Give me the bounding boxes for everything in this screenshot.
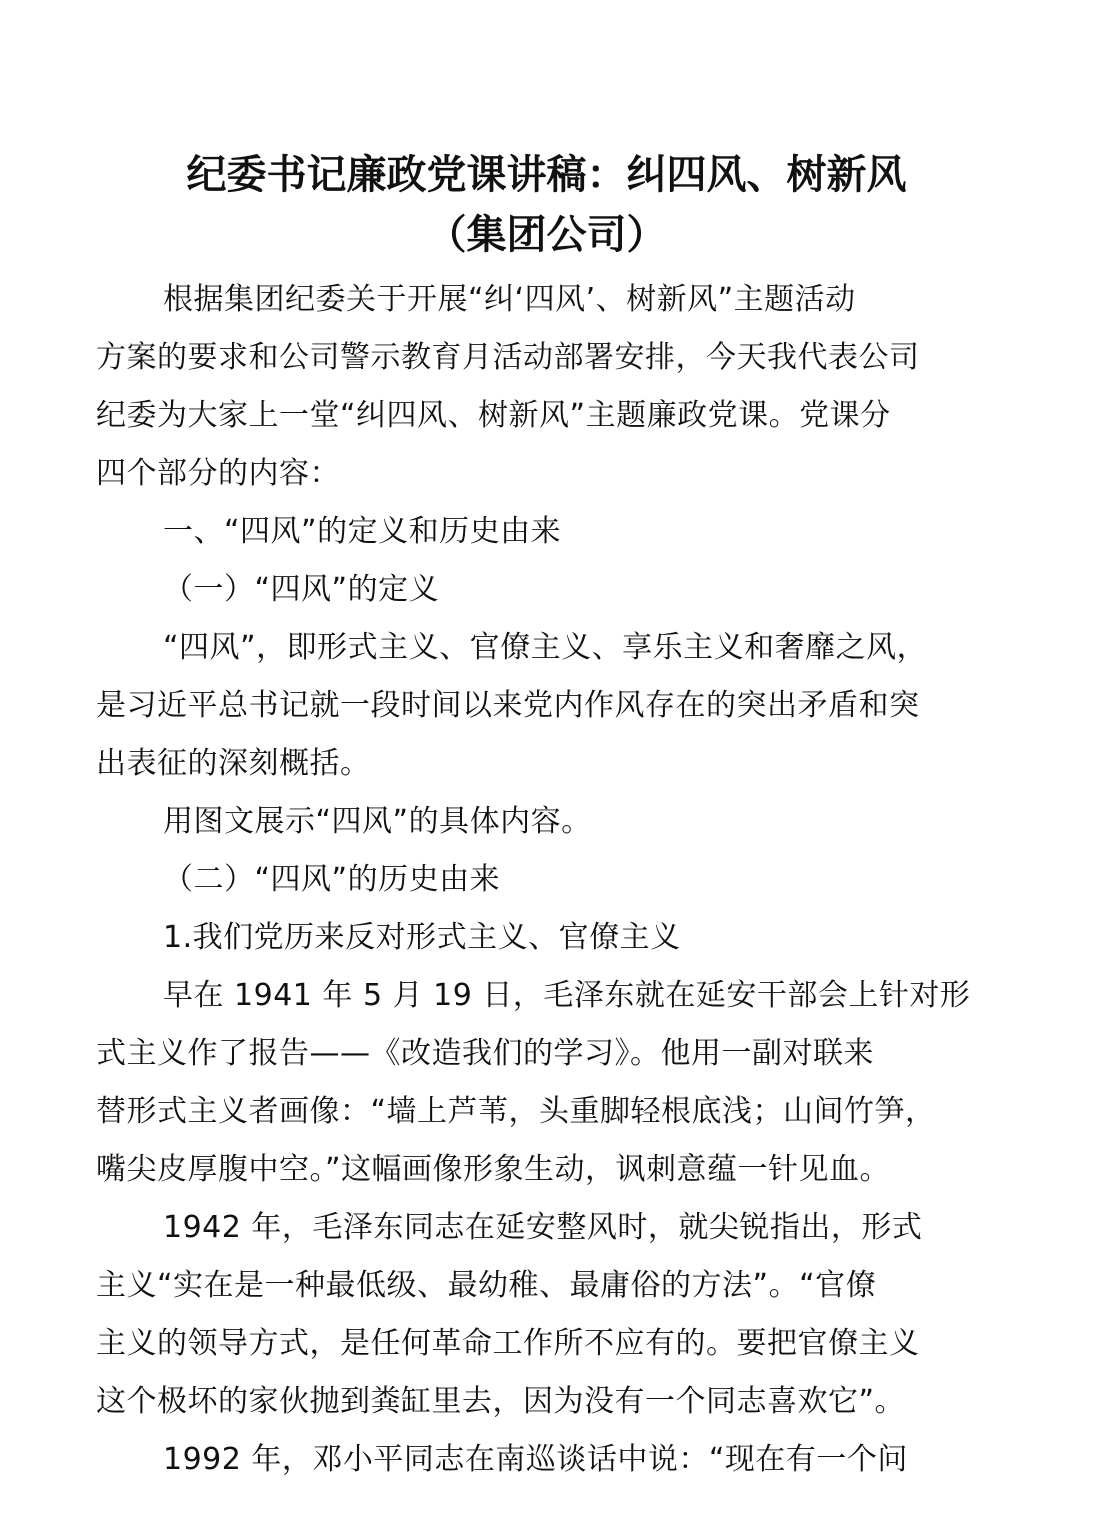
numbered-heading: 1.我们党历来反对形式主义、官僚主义 bbox=[163, 920, 681, 955]
subsection-heading: （二）“四风”的历史由来 bbox=[163, 862, 501, 897]
subsection-heading: （一）“四风”的定义 bbox=[163, 572, 440, 607]
paragraph-line: 根据集团纪委关于开展“纠‘四风’、树新风”主题活动 bbox=[163, 282, 856, 317]
paragraph-line: 嘴尖皮厚腹中空。”这幅画像形象生动，讽刺意蕴一针见血。 bbox=[96, 1152, 891, 1187]
paragraph-line: “四风”，即形式主义、官僚主义、享乐主义和奢靡之风， bbox=[163, 630, 928, 665]
paragraph-line: 1942 年，毛泽东同志在延安整风时，就尖锐指出，形式 bbox=[163, 1210, 923, 1245]
document-subtitle: （集团公司） bbox=[426, 212, 667, 258]
paragraph-line: 四个部分的内容： bbox=[96, 456, 340, 491]
section-heading: 一、“四风”的定义和历史由来 bbox=[163, 514, 562, 549]
paragraph-line: 方案的要求和公司警示教育月活动部署安排，今天我代表公司 bbox=[96, 340, 920, 375]
paragraph-line: 主义“实在是一种最低级、最幼稚、最庸俗的方法”。“官僚 bbox=[96, 1268, 877, 1303]
paragraph-line: 1992 年，邓小平同志在南巡谈话中说：“现在有一个问 bbox=[163, 1442, 908, 1477]
paragraph-line: 式主义作了报告——《改造我们的学习》。他用一副对联来 bbox=[96, 1036, 874, 1071]
paragraph-line: 出表征的深刻概括。 bbox=[96, 746, 371, 781]
paragraph-line: 纪委为大家上一堂“纠四风、树新风”主题廉政党课。党课分 bbox=[96, 398, 891, 433]
paragraph-line: 主义的领导方式，是任何革命工作所不应有的。要把官僚主义 bbox=[96, 1326, 920, 1361]
paragraph-line: 是习近平总书记就一段时间以来党内作风存在的突出矛盾和突 bbox=[96, 688, 920, 723]
document-title: 纪委书记廉政党课讲稿：纠四风、树新风 bbox=[186, 152, 907, 198]
paragraph-line: 替形式主义者画像：“墙上芦苇，头重脚轻根底浅；山间竹笋， bbox=[96, 1094, 936, 1129]
paragraph-line: 这个极坏的家伙抛到粪缸里去，因为没有一个同志喜欢它”。 bbox=[96, 1384, 906, 1419]
paragraph-line: 用图文展示“四风”的具体内容。 bbox=[163, 804, 592, 839]
paragraph-line: 早在 1941 年 5 月 19 日，毛泽东就在延安干部会上针对形 bbox=[163, 978, 971, 1013]
